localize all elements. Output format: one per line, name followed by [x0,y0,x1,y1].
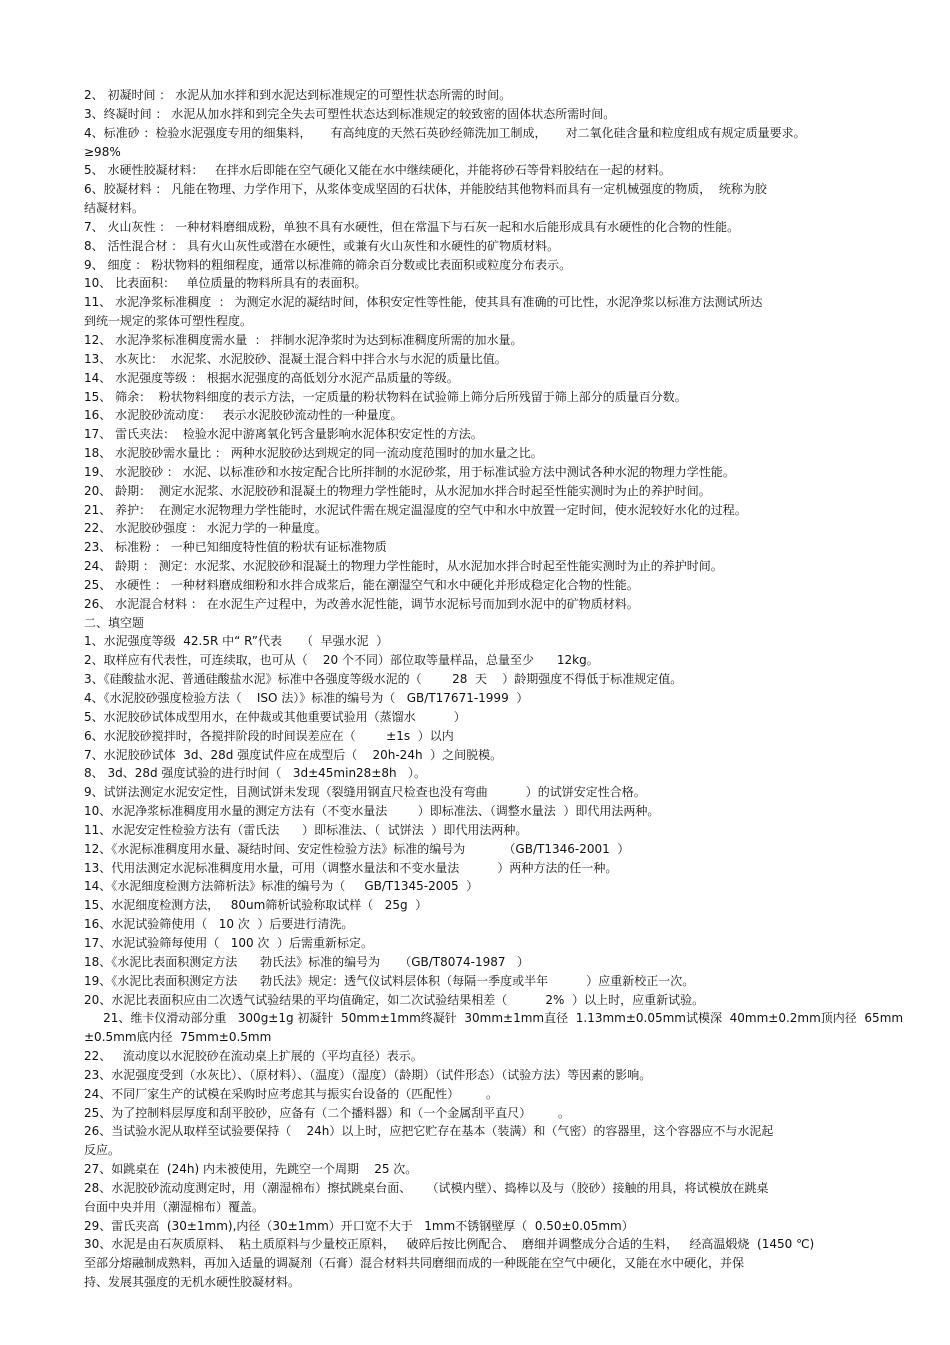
text-line: 3、终凝时间 ： 水泥从加水拌和到完全失去可塑性状态达到标准规定的较致密的固体状态所需时间。 [84,106,616,121]
text-line: 22、 流动度以水泥胶砂在流动桌上扩展的（平均直径）表示。 [84,1049,423,1064]
text-line: 23、 标准粉 ： 一种已知细度特性值的粉状有证标准物质 [84,540,387,555]
text-line: 2、取样应有代表性，可连续取，也可从（ 20 个不同）部位取等量样品，总量至少 12kg。 [84,653,599,668]
text-line: ≥98% [84,144,121,159]
text-line: 16、 水泥胶砂流动度： 表示水泥胶砂流动性的一种量度。 [84,408,403,423]
text-line: 5、水泥胶砂试体成型用水，在仲裁或其他重要试验用（蒸馏水 ） [84,709,466,724]
text-line: 7、水泥胶砂试体 3d、28d 强度试件应在成型后（ 20h-24h ）之间脱模。 [84,747,503,762]
text-line: ±0.5mm底内径 75mm±0.5mm [84,1030,272,1045]
text-line: 9、试饼法测定水泥安定性，目测试饼未发现（裂缝用钢直尺检查也没有弯曲 ）的试饼安定性合格。 [84,785,646,800]
text-line: 26、当试验水泥从取样至试验要保持（ 24h）以上时，应把它贮存在基本（装满）和（气密）的容器里，这个容器应不与水泥起 [84,1124,774,1139]
section-heading: 二、填空题 [84,615,145,630]
text-line: 15、 筛余： 粉状物料细度的表示方法，一定质量的粉状物料在试验筛上筛分后所残留于筛上部分的质量百分数。 [84,389,687,404]
text-line: 台面中央并用（潮湿棉布）覆盖。 [84,1199,265,1214]
text-line: 25、 水硬性 ： 一种材料磨成细粉和水拌合成浆后，能在潮湿空气和水中硬化并形成稳定化合物的性能。 [84,577,639,592]
text-line: 17、水泥试验筛每使用（ 100 次 ）后需重新标定。 [84,935,374,950]
text-line: 18、《水泥比表面积测定方法 勃氏法》标准的编号为 （GB/T8074-1987 ） [84,954,529,969]
text-line: 5、 水硬性胶凝材料： 在拌水后即能在空气硬化又能在水中继续硬化，并能将砂石等骨料胶结在一起的材料。 [84,163,671,178]
text-line: 20、水泥比表面积应由二次透气试验结果的平均值确定，如二次试验结果相差（ 2% ）以上时，应重新试验。 [84,992,705,1007]
text-line: 10、 比表面积： 单位质量的物料所具有的表面积。 [84,276,367,291]
text-line: 2、 初凝时间 ： 水泥从加水拌和到水泥达到标准规定的可塑性状态所需的时间。 [84,88,512,102]
text-line: 17、 雷氏夹法： 检验水泥中游离氧化钙含量影响水泥体积安定性的方法。 [84,427,483,442]
text-line: 8、 3d、28d 强度试验的进行时间（ 3d±45min28±8h ）。 [84,766,427,781]
text-line: 9、 细度 ： 粉状物料的粗细程度，通常以标准筛的筛余百分数或比表面积或粒度分布表示。 [84,257,572,272]
text-line: 24、不同厂家生产的试模在采购时应考虑其与振实台设备的（匹配性） 。 [84,1086,498,1101]
text-line: 反应。 [84,1143,121,1158]
text-line: 24、 龄期 ： 测定：水泥浆、水泥胶砂和混凝土的物理力学性能时，从水泥加水拌合时起至性能实测时为止的养护时间。 [84,559,723,574]
text-line: 8、 活性混合材 ： 具有火山灰性或潜在水硬性，或兼有火山灰性和水硬性的矿物质材料。 [84,238,560,253]
text-line: 持、发展其强度的无机水硬性胶凝材料。 [84,1275,301,1290]
text-line [84,1292,894,1311]
document-body [84,86,904,1311]
text-line: 14、《水泥细度检测方法筛析法》标准的编号为（ GB/T1345-2005 ） [84,879,479,894]
text-line: 30、水泥是由石灰质原料、 粘土质原料与少量校正原料， 破碎后按比例配合、 磨细并调整成分合适的生料， 经高温煅烧 (1450 ℃) [84,1237,815,1252]
text-line: 12、 水泥净浆标准稠度需水量 ： 拌制水泥净浆时为达到标准稠度所需的加水量。 [84,332,523,347]
text-line: 19、《水泥比表面积测定方法 勃氏法》规定：透气仪试料层体积（每隔一季度或半年 ）应重新校正一次。 [84,973,695,988]
text-line: 21、 养护： 在测定水泥物理力学性能时，水泥试件需在规定温湿度的空气中和水中放置一定时间，使水泥较好水化的过程。 [84,502,747,517]
text-line: 至部分熔融制成熟料，再加入适量的调凝剂（石膏）混合材料共同磨细而成的一种既能在空气中硬化，又能在水中硬化，并保 [84,1256,745,1271]
text-line: 26、 水泥混合材料 ： 在水泥生产过程中，为改善水泥性能，调节水泥标号而加到水泥中的矿物质材料。 [84,596,639,611]
text-line: 结凝材料。 [84,201,145,216]
text-line: 16、水泥试验筛使用（ 10 次 ）后要进行清洗。 [84,917,354,932]
text-line: 12、《水泥标准稠度用水量、凝结时间、安定性检验方法》标准的编号为 （GB/T1346-2001 ） [84,841,630,856]
text-line: 28、水泥胶砂流动度测定时，用（潮湿棉布）擦拭跳桌台面、 （试模内壁）、捣棒以及与（胶砂）接触的用具，将试模放在跳桌 [84,1180,769,1195]
text-line: 1、水泥强度等级 42.5R 中“ R”代表 （ 早强水泥 ） [84,634,389,649]
text-line: 3、《硅酸盐水泥、普通硅酸盐水泥》标准中各强度等级水泥的（ 28 天 ）龄期强度不得低于标准规定值。 [84,672,683,687]
text-line: 22、 水泥胶砂强度 ： 水泥力学的一种量度。 [84,521,327,536]
text-line: 14、 水泥强度等级 ： 根据水泥强度的高低划分水泥产品质量的等级。 [84,370,459,385]
text-line: 4、标准砂 ：检验水泥强度专用的细集料， 有高纯度的天然石英砂经筛洗加工制成， 对二氧化硅含量和粒度组成有规定质量要求。 [84,125,806,140]
text-line: 11、水泥安定性检验方法有（雷氏法 ）即标准法、（ 试饼法 ）即代用法两种。 [84,822,528,837]
text-line: 15、水泥细度检测方法， 80um筛析试验称取试样（ 25g ） [84,898,428,913]
text-line: 13、 水灰比： 水泥浆、水泥胶砂、混凝土混合料中拌合水与水泥的质量比值。 [84,351,507,366]
text-line: 25、为了控制料层厚度和刮平胶砂，应备有（二个播料器）和（一个金属刮平直尺） 。 [84,1105,570,1120]
text-line: 10、水泥净浆标准稠度用水量的测定方法有（不变水量法 ）即标准法、（调整水量法 ）即代用法两种。 [84,804,660,819]
text-line: 29、雷氏夹高 (30±1mm),内径（30±1mm）开口宽不大于 1mm不锈钢壁厚（ 0.50±0.05mm） [84,1218,634,1233]
text-line: 7、 火山灰性 ： 一种材料磨细成粉，单独不具有水硬性，但在常温下与石灰一起和水后能形成具有水硬性的化合物的性能。 [84,219,740,234]
text-line: 19、 水泥胶砂 ： 水泥、以标准砂和水按定配合比所拌制的水泥砂浆，用于标准试验方法中测试各种水泥的物理力学性能。 [84,464,735,479]
text-line: 27、如跳桌在 (24h) 内未被使用，先跳空一个周期 25 次。 [84,1162,418,1177]
text-line: 11、 水泥净浆标准稠度 ： 为测定水泥的凝结时间，体积安定性等性能，使其具有准确的可比性，水泥净浆以标准方法测试所达 [84,295,763,310]
text-line: 21、维卡仪滑动部分重 300g±1g 初凝针 50mm±1mm终凝针 30mm±1mm直径 1.13mm±0.05mm试模深 40mm±0.2mm顶内径 65mm [84,1011,904,1026]
text-line: 到统一规定的浆体可塑性程度。 [84,314,253,329]
text-line: 13、代用法测定水泥标准稠度用水量，可用（调整水量法和不变水量法 ）两种方法的任一种。 [84,860,618,875]
text-line: 23、水泥强度受到（水灰比）、（原材料）、（温度）（湿度）（龄期）（试件形态）（试验方法）等因素的影响。 [84,1067,652,1082]
text-line: 6、水泥胶砂搅拌时，各搅拌阶段的时间误差应在（ ±1s ）以内 [84,728,454,743]
text-line: 4、《水泥胶砂强度检验方法（ ISO 法）》标准的编号为（ GB/T17671-1999 ） [84,691,529,705]
text-line: 6、胶凝材料 ： 凡能在物理、力学作用下，从浆体变成坚固的石状体，并能胶结其他物料而具有一定机械强度的物质， 统称为胶 [84,182,767,197]
text-line: 20、 龄期： 测定水泥浆、水泥胶砂和混凝土的物理力学性能时，从水泥加水拌合时起至性能实测时为止的养护时间。 [84,483,711,498]
text-line: 18、 水泥胶砂需水量比 ： 两种水泥胶砂达到规定的同一流动度范围时的加水量之比。 [84,446,543,461]
